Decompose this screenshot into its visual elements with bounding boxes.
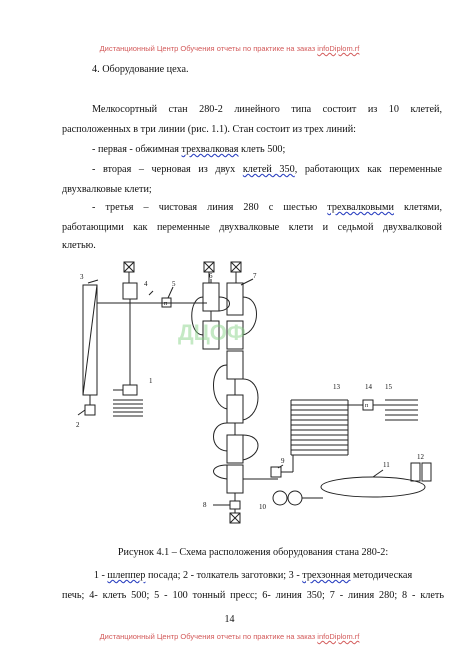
page-number: 14 bbox=[224, 614, 235, 625]
label-6: 6 bbox=[209, 272, 213, 280]
page-footer bbox=[0, 632, 459, 641]
label-14: 14 bbox=[365, 383, 372, 391]
label-1: 1 bbox=[149, 377, 153, 385]
label-9: 9 bbox=[281, 457, 285, 465]
pusher-2 bbox=[85, 405, 95, 415]
label-7: 7 bbox=[253, 272, 257, 280]
list-item-third-end: клетью. bbox=[62, 240, 96, 251]
skid-15-lines bbox=[385, 400, 418, 420]
figure-caption-line-1: 1 - шлеппер посада; 2 - толкатель заготовки; 3 - трехзонная методическая bbox=[93, 570, 413, 581]
line-280-7e bbox=[227, 435, 243, 463]
press-mark-14: п bbox=[365, 403, 369, 409]
list-item-second-cont: двухвалковые клети; bbox=[62, 184, 152, 195]
bottom-cross-box bbox=[230, 513, 240, 523]
label-13: 13 bbox=[333, 383, 340, 391]
top-cross-box-1 bbox=[124, 262, 134, 272]
line-280-7f bbox=[227, 465, 243, 493]
line-350-6a bbox=[203, 283, 219, 311]
paragraph-line-1: Мелкосортный стан 280-2 линейного типа состоит из 10 клетей, bbox=[92, 104, 442, 115]
conveyor-11 bbox=[321, 477, 425, 497]
list-item-third: - третья – чистовая линия 280 с шестью трехвалковыми клетями, bbox=[92, 202, 442, 213]
coiler-10b bbox=[288, 491, 302, 505]
box-12b bbox=[422, 463, 431, 481]
label-10: 10 bbox=[259, 503, 266, 511]
label-12: 12 bbox=[417, 453, 424, 461]
section-title: 4. Оборудование цеха. bbox=[92, 64, 189, 75]
label-15: 15 bbox=[385, 383, 392, 391]
box-12a bbox=[411, 463, 420, 481]
cooling-bed-13 bbox=[291, 400, 348, 455]
header-text: Дистанционный Центр Обучения отчеты по практике на заказ bbox=[99, 44, 316, 53]
label-3: 3 bbox=[80, 273, 84, 281]
footer-text: Дистанционный Центр Обучения отчеты по практике на заказ bbox=[99, 632, 316, 641]
list-item-second: - вторая – черновая из двух клетей 350, работающих как переменные bbox=[92, 164, 443, 175]
coiler-10a bbox=[273, 491, 287, 505]
label-11: 11 bbox=[383, 461, 390, 469]
page-header bbox=[0, 44, 459, 53]
list-item-first: - первая - обжимная трехвалковая клеть 500; bbox=[92, 144, 286, 155]
label-4: 4 bbox=[144, 280, 148, 288]
skid-1-lines bbox=[113, 400, 143, 416]
stand-500-4 bbox=[123, 283, 137, 299]
watermark-text: ДЦОФ bbox=[178, 320, 246, 345]
stand-1-box bbox=[123, 385, 137, 395]
label-2: 2 bbox=[76, 421, 80, 429]
figure-caption-title: Рисунок 4.1 – Схема расположения оборудования стана 280-2: bbox=[117, 547, 389, 558]
label-5: 5 bbox=[172, 280, 176, 288]
top-cross-box-3 bbox=[231, 262, 241, 272]
top-cross-box-2 bbox=[204, 262, 214, 272]
shears-9 bbox=[271, 467, 281, 477]
footer-link[interactable]: infoDiplom.rf bbox=[317, 632, 360, 641]
list-item-third-cont: работающими как переменные двухвалковые клети и седьмой двухвалковой bbox=[62, 222, 442, 233]
header-link[interactable]: infoDiplom.rf bbox=[317, 44, 360, 53]
press-mark-5: п bbox=[164, 301, 168, 307]
line-280-7c bbox=[227, 351, 243, 379]
label-8: 8 bbox=[203, 501, 207, 509]
line-280-7d bbox=[227, 395, 243, 423]
paragraph-line-2: расположенных в три линии (рис. 1.1). Стан состоит из трех линий: bbox=[62, 124, 356, 135]
line-280-7a bbox=[227, 283, 243, 315]
figure-caption-line-2: печь; 4- клеть 500; 5 - 100 тонный пресс; 6- линия 350; 7 - линия 280; 8 - клеть bbox=[62, 590, 444, 601]
equipment-layout-diagram bbox=[73, 255, 443, 527]
stand-8 bbox=[230, 501, 240, 509]
